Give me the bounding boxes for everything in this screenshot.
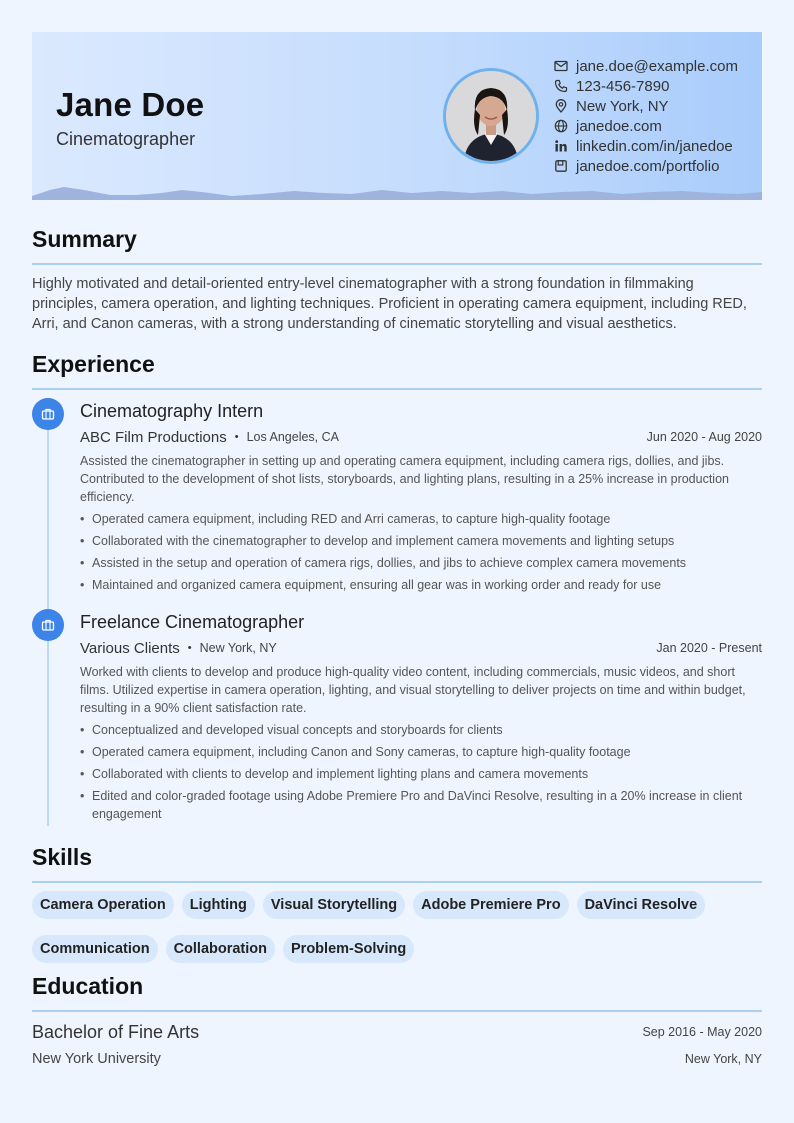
education-school: New York University <box>32 1051 161 1067</box>
full-name: Jane Doe <box>56 86 205 123</box>
job-bullet: • Collaborated with clients to develop and implement lighting plans and camera movements <box>80 765 762 783</box>
skill-chip: Communication <box>32 935 158 963</box>
contact-email[interactable] <box>554 56 738 76</box>
job-bullets <box>80 510 762 594</box>
education-divider <box>32 1010 762 1012</box>
skill-chip: Problem-Solving <box>283 935 414 963</box>
job-company: Various Clients <box>80 639 180 657</box>
contact-linkedin-text: linkedin.com/in/janedoe <box>576 137 733 155</box>
profile-photo <box>443 68 539 164</box>
mail-icon <box>554 59 568 73</box>
skill-chip: DaVinci Resolve <box>577 891 706 919</box>
experience-item <box>80 609 762 827</box>
separator-dot: • <box>234 431 239 443</box>
location-pin-icon <box>554 99 568 113</box>
skill-chip: Adobe Premiere Pro <box>413 891 568 919</box>
job-bullet: • Operated camera equipment, including RED and Arri cameras, to capture high-quality footage <box>80 510 762 528</box>
portfolio-icon <box>554 159 568 173</box>
experience-item <box>80 398 762 598</box>
experience-heading: Experience <box>32 351 155 377</box>
contact-list <box>554 56 738 176</box>
job-role: Cinematographer <box>56 129 196 149</box>
summary-text: Highly motivated and detail-oriented entry-level cinematographer with a strong foundation in filmmaking principles, camera operation, and lighting techniques. Proficient in operating camera equipment, including RED, Arri, and Canon cameras, with a strong understanding of cinematic storytelling and visual aesthetics. <box>32 276 747 332</box>
job-dates: Jun 2020 - Aug 2020 <box>646 430 762 444</box>
education-heading: Education <box>32 973 144 999</box>
contact-location <box>554 96 738 116</box>
contact-phone-text: 123-456-7890 <box>576 77 670 95</box>
contact-email-text: jane.doe@example.com <box>576 57 738 75</box>
job-bullet: • Assisted in the setup and operation of camera rigs, dollies, and jibs to achieve complex camera movements <box>80 554 762 572</box>
contact-portfolio[interactable] <box>554 156 738 176</box>
globe-icon <box>554 119 568 133</box>
skill-chip: Lighting <box>182 891 255 919</box>
job-location: Los Angeles, CA <box>246 430 339 444</box>
skill-chip: Camera Operation <box>32 891 174 919</box>
job-bullet: • Edited and color-graded footage using Adobe Premiere Pro and DaVinci Resolve, resulting in a 20% increase in client engagement <box>80 787 762 823</box>
linkedin-icon <box>554 139 568 153</box>
contact-website-text: janedoe.com <box>576 117 662 135</box>
job-meta <box>80 424 762 450</box>
skills-list <box>32 891 762 963</box>
job-description: Worked with clients to develop and produce high-quality video content, including commercials, music videos, and short films. Utilized expertise in camera operation, lighting, and visual storytelling to deliver projects on time and within budget, resulting in a 90% client satisfaction rate. <box>80 665 746 715</box>
job-bullet: • Collaborated with the cinematographer to develop and implement camera movements and lighting setups <box>80 532 762 550</box>
header-wave-decoration <box>32 184 762 200</box>
job-title: Freelance Cinematographer <box>80 612 305 632</box>
skill-chip: Collaboration <box>166 935 275 963</box>
summary-heading: Summary <box>32 226 137 252</box>
job-bullet: • Conceptualized and developed visual concepts and storyboards for clients <box>80 721 762 739</box>
education-dates: Sep 2016 - May 2020 <box>642 1025 762 1039</box>
contact-linkedin[interactable] <box>554 136 738 156</box>
job-dates: Jan 2020 - Present <box>656 641 762 655</box>
job-company: ABC Film Productions <box>80 428 227 446</box>
resume-header <box>32 32 762 200</box>
job-description: Assisted the cinematographer in setting up and operating camera equipment, including camera rigs, dollies, and jibs. Contributed to the development of shot lists, storyboards, and lighting plans, resulting in a 25% increase in production efficiency. <box>80 454 729 504</box>
briefcase-icon <box>32 609 64 641</box>
job-bullet: • Operated camera equipment, including Canon and Sony cameras, to capture high-quality footage <box>80 743 762 761</box>
job-bullets <box>80 721 762 823</box>
contact-portfolio-text: janedoe.com/portfolio <box>576 157 720 175</box>
skills-heading: Skills <box>32 844 93 870</box>
contact-phone[interactable] <box>554 76 738 96</box>
job-title: Cinematography Intern <box>80 401 264 421</box>
briefcase-icon <box>32 398 64 430</box>
job-meta <box>80 635 762 661</box>
skills-divider <box>32 881 762 883</box>
education-degree: Bachelor of Fine Arts <box>32 1022 200 1042</box>
job-bullet: • Maintained and organized camera equipment, ensuring all gear was in working order and ready for use <box>80 576 762 594</box>
job-location: New York, NY <box>199 641 277 655</box>
contact-website[interactable] <box>554 116 738 136</box>
summary-divider <box>32 263 762 265</box>
skill-chip: Visual Storytelling <box>263 891 405 919</box>
phone-icon <box>554 79 568 93</box>
contact-location-text: New York, NY <box>576 97 669 115</box>
education-location: New York, NY <box>684 1052 762 1066</box>
separator-dot: • <box>187 642 192 654</box>
experience-divider <box>32 388 762 390</box>
